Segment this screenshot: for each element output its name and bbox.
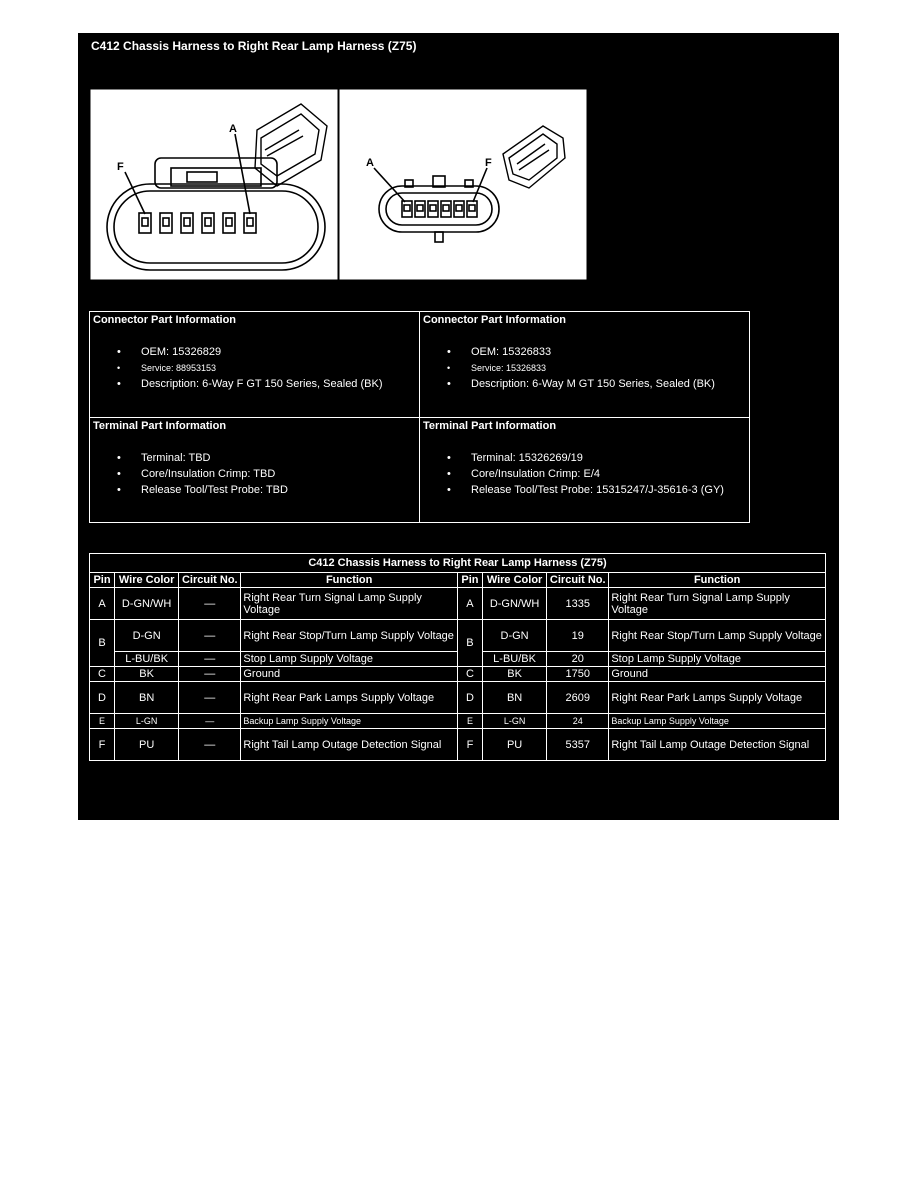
info-item: • Terminal: 15326269/19 (447, 450, 746, 466)
table-row (90, 620, 826, 652)
info-item: • OEM: 15326829 (117, 344, 416, 360)
terminal-info-left (90, 417, 420, 523)
table-row (90, 588, 826, 620)
terminal-info-right (420, 417, 750, 523)
pin-cell: A (90, 588, 115, 620)
wire-color-cell: L-GN (483, 714, 547, 729)
pin-cell: C (90, 667, 115, 682)
info-item: • Description: 6-Way F GT 150 Series, Sealed (BK) (117, 376, 416, 392)
terminal-info-heading: Terminal Part Information (423, 419, 557, 432)
header-pin: Pin (457, 573, 482, 588)
wire-color-cell: L-GN (115, 714, 179, 729)
circuit-cell: — (179, 620, 241, 652)
wire-color-cell: BK (483, 667, 547, 682)
circuit-cell: — (179, 667, 241, 682)
table-row (90, 682, 826, 714)
function-cell: Right Rear Turn Signal Lamp Supply Voltage (241, 588, 458, 620)
pin-cell: B (90, 620, 115, 667)
wire-color-cell: BN (483, 682, 547, 714)
right-view-frame (339, 89, 587, 280)
table-row (90, 667, 826, 682)
circuit-cell: 1750 (547, 667, 609, 682)
function-cell: Stop Lamp Supply Voltage (609, 652, 826, 667)
pinout-table (89, 553, 826, 761)
info-item: • Service: 88953153 (117, 360, 416, 376)
circuit-cell: 20 (547, 652, 609, 667)
info-item: • Terminal: TBD (117, 450, 416, 466)
wire-color-cell: BK (115, 667, 179, 682)
wire-color-cell: PU (115, 729, 179, 761)
function-cell: Right Rear Turn Signal Lamp Supply Voltage (609, 588, 826, 620)
function-cell: Right Tail Lamp Outage Detection Signal (241, 729, 458, 761)
pin-cell: C (457, 667, 482, 682)
circuit-cell: 1335 (547, 588, 609, 620)
circuit-cell: 24 (547, 714, 609, 729)
circuit-cell: 2609 (547, 682, 609, 714)
document-panel (78, 33, 839, 820)
circuit-cell: — (179, 714, 241, 729)
connector-info-heading: Connector Part Information (423, 314, 567, 326)
info-item: • Description: 6-Way M GT 150 Series, Sealed (BK) (447, 376, 746, 392)
wire-color-cell: D-GN/WH (115, 588, 179, 620)
header-circuit: Circuit No. (179, 573, 241, 588)
terminal-info-heading: Terminal Part Information (93, 419, 227, 432)
table-row (90, 729, 826, 761)
function-cell: Right Rear Park Lamps Supply Voltage (609, 682, 826, 714)
right-label-f: F (485, 157, 492, 169)
pin-cell: E (457, 714, 482, 729)
wire-color-cell: BN (115, 682, 179, 714)
header-circuit: Circuit No. (547, 573, 609, 588)
circuit-cell: 5357 (547, 729, 609, 761)
wire-color-cell: D-GN (483, 620, 547, 652)
header-pin: Pin (90, 573, 115, 588)
circuit-cell: — (179, 588, 241, 620)
info-item: • Core/Insulation Crimp: E/4 (447, 466, 746, 482)
pin-cell: F (457, 729, 482, 761)
circuit-cell: 19 (547, 620, 609, 652)
pin-cell: F (90, 729, 115, 761)
header-wire-color: Wire Color (483, 573, 547, 588)
info-item: • Release Tool/Test Probe: 15315247/J-35616-3 (GY) (447, 482, 746, 498)
circuit-cell: — (179, 682, 241, 714)
function-cell: Right Tail Lamp Outage Detection Signal (609, 729, 826, 761)
connector-info-right (420, 312, 750, 418)
connector-info-heading: Connector Part Information (93, 314, 237, 326)
left-label-a: A (229, 123, 237, 135)
header-wire-color: Wire Color (115, 573, 179, 588)
wire-color-cell: L-BU/BK (483, 652, 547, 667)
connector-diagram (89, 88, 589, 281)
pin-cell: D (90, 682, 115, 714)
function-cell: Backup Lamp Supply Voltage (241, 714, 458, 729)
left-label-f: F (117, 161, 124, 173)
wire-color-cell: D-GN (115, 620, 179, 652)
circuit-cell: — (179, 652, 241, 667)
function-cell: Backup Lamp Supply Voltage (609, 714, 826, 729)
wire-color-cell: PU (483, 729, 547, 761)
pinout-header-row (90, 573, 826, 588)
right-label-a: A (366, 157, 374, 169)
wire-color-cell: D-GN/WH (483, 588, 547, 620)
header-function: Function (241, 573, 458, 588)
connector-info-left (90, 312, 420, 418)
pin-cell: E (90, 714, 115, 729)
table-row (90, 714, 826, 729)
pin-cell: B (457, 620, 482, 667)
info-item: • Service: 15326833 (447, 360, 746, 376)
pin-cell: D (457, 682, 482, 714)
function-cell: Right Rear Stop/Turn Lamp Supply Voltage (609, 620, 826, 652)
function-cell: Right Rear Stop/Turn Lamp Supply Voltage (241, 620, 458, 652)
page-title: C412 Chassis Harness to Right Rear Lamp Harness (Z75) (91, 39, 417, 53)
function-cell: Right Rear Park Lamps Supply Voltage (241, 682, 458, 714)
info-item: • Release Tool/Test Probe: TBD (117, 482, 416, 498)
function-cell: Ground (609, 667, 826, 682)
pin-cell: A (457, 588, 482, 620)
wire-color-cell: L-BU/BK (115, 652, 179, 667)
circuit-cell: — (179, 729, 241, 761)
function-cell: Stop Lamp Supply Voltage (241, 652, 458, 667)
info-item: • OEM: 15326833 (447, 344, 746, 360)
info-item: • Core/Insulation Crimp: TBD (117, 466, 416, 482)
pinout-caption: C412 Chassis Harness to Right Rear Lamp Harness (Z75) (90, 554, 826, 573)
function-cell: Ground (241, 667, 458, 682)
header-function: Function (609, 573, 826, 588)
part-information-table (89, 311, 750, 523)
